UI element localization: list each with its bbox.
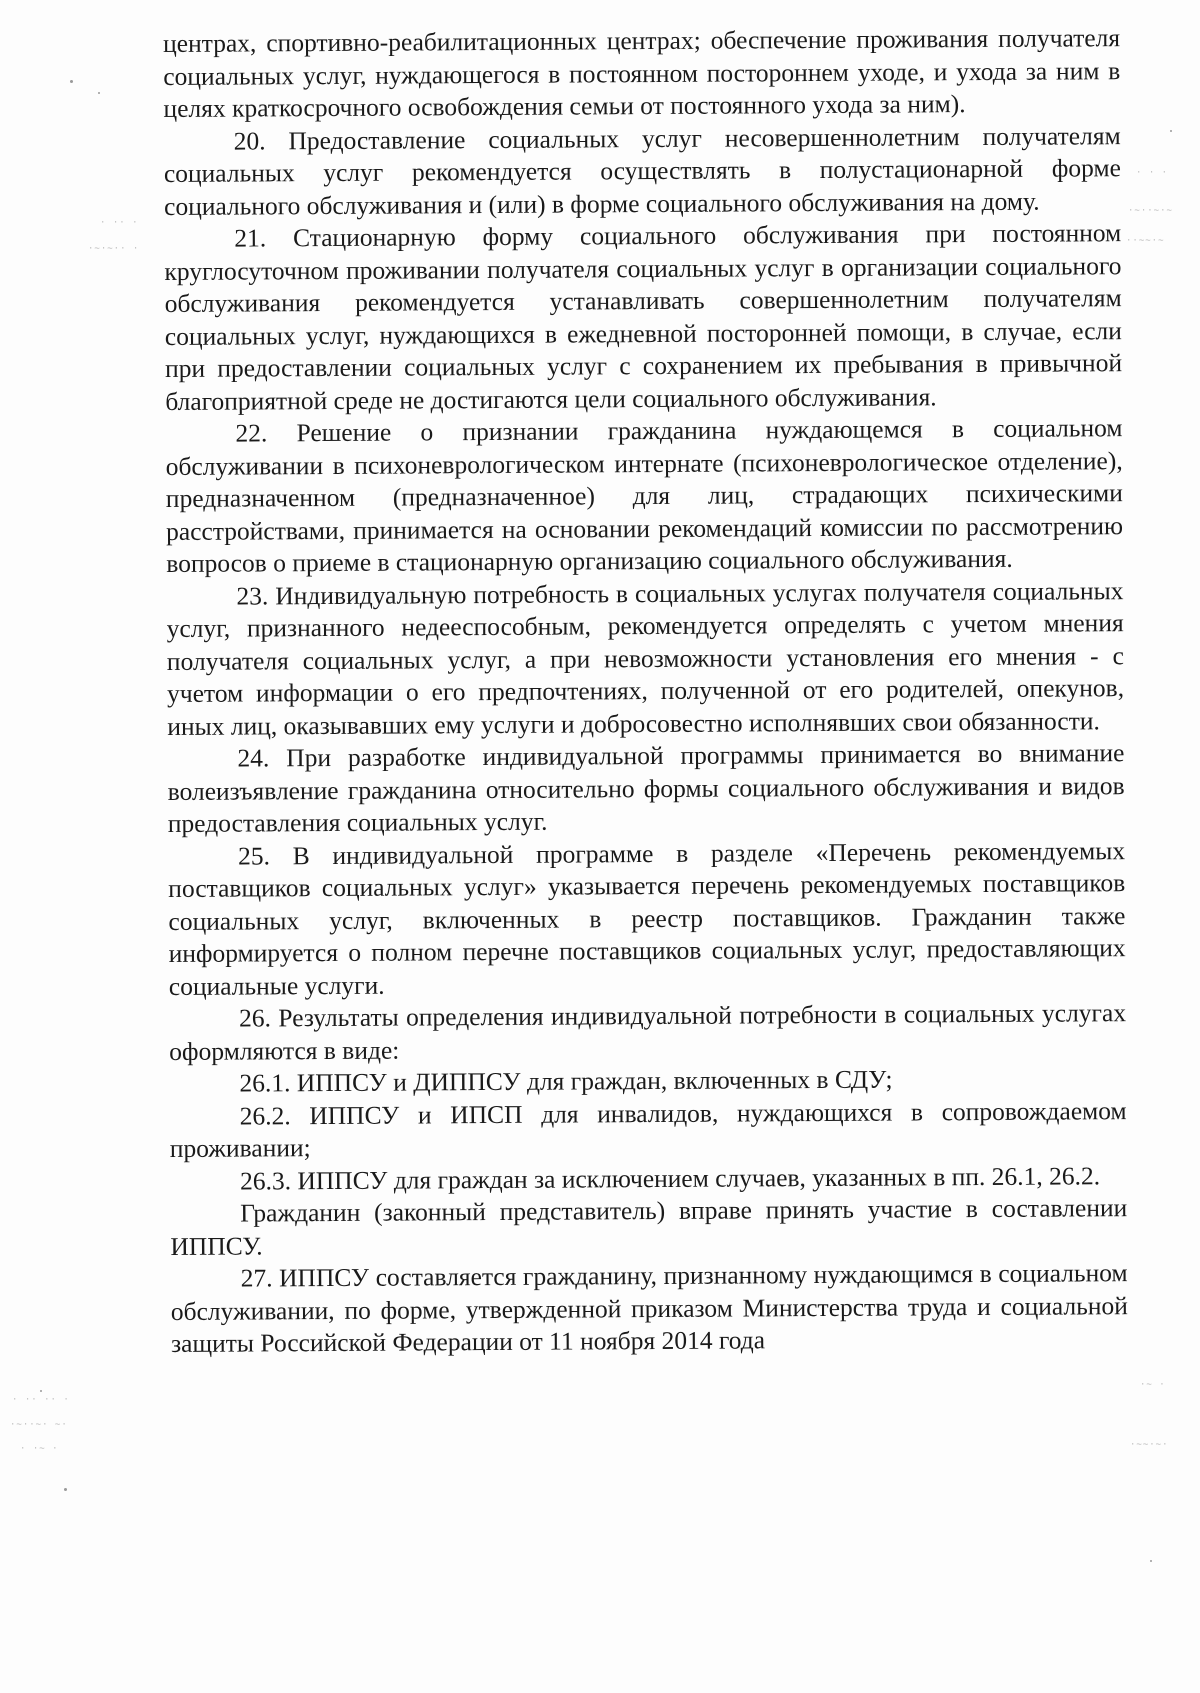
paragraph-25: 25. В индивидуальной программе в разделе «Перечень рекомендуемых поставщиков социальных услуг» указывается перечень рекомендуемых поставщиков социальных услуг, включенных в реестр поставщиков. Гражданин также информируется о полном перечне поставщиков социальных услуг, предоставляющих социальные услуги. [168, 835, 1126, 1001]
paragraph-27: 27. ИППСУ составляется гражданину, признанному нуждающимся в социальном обслуживании, по форме, утвержденной приказом Министерства труда и социальной защиты Российской Федерации от 11 ноября 2014 года [170, 1258, 1128, 1358]
paragraph-continuation: центрах, спортивно-реабилитационных центрах; обеспечение проживания получателя социальных услуг, нуждающегося в постоянном постороннем уходе, и ухода за ним в целях краткосрочного освобождения семьи от постоянного ухода за ним). [163, 23, 1121, 123]
paragraph-23: 23. Индивидуальную потребность в социальных услугах получателя социальных услуг, признанного недееспособным, рекомендуется определять с учетом мнения получателя социальных услуг, а при невозможности установления его мнения - с учетом информации о его предпочтениях, полученной от его родителей, опекунов, иных лиц, оказывавших ему услуги и добросовестно исполнявших свои обязанности. [166, 575, 1125, 741]
scan-speck [98, 92, 100, 94]
paragraph-24: 24. При разработке индивидуальной программы принимается во внимание волеизъявление гражданина относительно формы социального обслуживания и видов предоставления социальных услуг. [167, 738, 1125, 838]
scan-noise-left: · ·~ · [20, 1444, 59, 1454]
paragraph-20: 20. Предоставление социальных услуг несовершеннолетним получателям социальных услуг рекомендуется осуществлять в полустационарной форме социального обслуживания и (или) в форме социального обслуживания на дому. [163, 120, 1121, 221]
scan-noise-left: · ·· ·· · [12, 1395, 70, 1405]
paragraph-21: 21. Стационарную форму социального обслуживания при постоянном круглосуточном проживании получателя социальных услуг в организации социального обслуживания рекомендуется устанавливать совершеннолетним получателям социальных услуг, нуждающихся в ежедневной посторонней помощи, в случае, если при предоставлении социальных услуг с сохранением их пребывания в привычной благоприятной среде не достигаются цели социального обслуживания. [164, 218, 1123, 416]
scan-speck [70, 80, 73, 83]
scan-speck [40, 1390, 42, 1392]
scan-noise-left: · ·· · [100, 218, 139, 228]
scan-noise-left: ·~··~· ~· [10, 1420, 68, 1430]
scan-speck [64, 1488, 67, 1491]
paragraph-26-3: 26.3. ИППСУ для граждан за исключением случаев, указанных в пп. 26.1, 26.2. [239, 1160, 1101, 1196]
scan-speck [1170, 130, 1172, 132]
scan-speck [1150, 1560, 1152, 1562]
paragraph-26-2: 26.2. ИППСУ и ИПСП для инвалидов, нуждающихся в сопровождаемом проживании; [169, 1095, 1127, 1163]
scan-noise-right: · · · [1136, 168, 1169, 178]
scan-noise-right: ·~ · [1140, 1380, 1166, 1390]
paragraph-26-1: 26.1. ИППСУ и ДИППСУ для граждан, включенных в СДУ; [239, 1064, 893, 1098]
paragraph-22: 22. Решение о признании гражданина нуждающемся в социальном обслуживании в психоневрологическом интернате (психоневрологическое отделение), предназначенном (предназначенное) для лиц, страдающих психическими расстройствами, принимается на основании рекомендаций комиссии по рассмотрению вопросов о приеме в стационарную организацию социального обслуживания. [165, 413, 1124, 578]
scan-noise-right: ··~~·~ [1126, 236, 1165, 246]
scan-noise-right: ·~··~·~ [1128, 206, 1173, 216]
paragraph-26: 26. Результаты определения индивидуальной потребности в социальных услугах оформляются в виде: [169, 998, 1127, 1066]
scan-noise-left: ·~·~·· · [88, 244, 140, 254]
document-body [163, 22, 1128, 1360]
paragraph-citizen-participation: Гражданин (законный представитель) вправе принять участие в составлении ИППСУ. [170, 1193, 1128, 1261]
scan-noise-right: ·~~·~· [1130, 1440, 1169, 1450]
